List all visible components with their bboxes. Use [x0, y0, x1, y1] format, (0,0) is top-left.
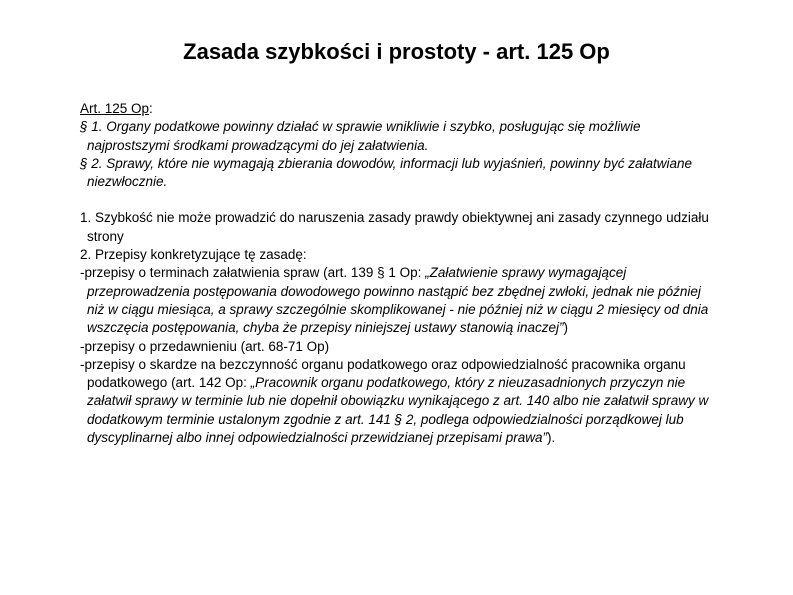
bullet-complaint-quote: „Pracownik organu podatkowego, który z nieuzasadnionych przyczyn nie załatwił sprawy w terminie lub nie dopełnił obowiązku wynikającego z art. 140 albo nie załatwił sprawy w dodatkowym terminie ustalonym zgodnie z art. 141 § 2, podlega odpowiedzialności porządkowej lub dyscyplinarnej albo innej odpowiedzialności przewidzianej przepisami prawa”: [87, 375, 709, 446]
bullet-complaint-suffix: ).: [547, 430, 556, 446]
article-reference-label: Art. 125 Op: [80, 101, 150, 116]
article-paragraph-2: § 2. Sprawy, które nie wymagają zbierania dowodów, informacji lub wyjaśnień, powinny być załatwiane niezwłocznie.: [80, 155, 693, 190]
article-reference-colon: :: [149, 101, 153, 116]
point-1: 1. Szybkość nie może prowadzić do naruszenia zasady prawdy obiektywnej ani zasady czynnego udziału strony: [80, 210, 709, 244]
bullet-terms-quote: „Załatwienie sprawy wymagającej przeprowadzenia postępowania dowodowego powinno nastąpić bez zbędnej zwłoki, jednak nie później niż w ciągu miesiąca, a sprawy szczególnie skomplikowanej - nie później niż w ciągu 2 miesięcy od dnia wszczęcia postępowania, chyba że przepisy niniejszej ustawy stanowią inaczej”: [87, 265, 709, 336]
article-reference: [80, 100, 720, 118]
bullet-limitation: -przepisy o przedawnieniu (art. 68-71 Op): [80, 338, 330, 354]
bullet-complaint-prefix: -przepisy o skardze na bezczynność organu podatkowego oraz odpowiedzialność pracownika organu podatkowego (art. 142 Op:: [80, 356, 686, 391]
spacer: [80, 191, 720, 209]
article-paragraph-1: § 1. Organy podatkowe powinny działać w sprawie wnikliwie i szybko, posługując się możliwie najprostszymi środkami prowadzącymi do jej załatwienia.: [80, 119, 641, 153]
bullet-terms-suffix: ): [563, 320, 568, 336]
page-title: Zasada szybkości i prostoty - art. 125 Op: [183, 39, 610, 64]
point-2: 2. Przepisy konkretyzujące tę zasadę:: [80, 247, 307, 263]
slide-body: [80, 100, 720, 447]
bullet-terms: [80, 264, 720, 337]
bullet-complaint: [80, 356, 720, 447]
bullet-terms-prefix: -przepisy o terminach załatwienia spraw (art. 139 § 1 Op:: [80, 265, 426, 281]
